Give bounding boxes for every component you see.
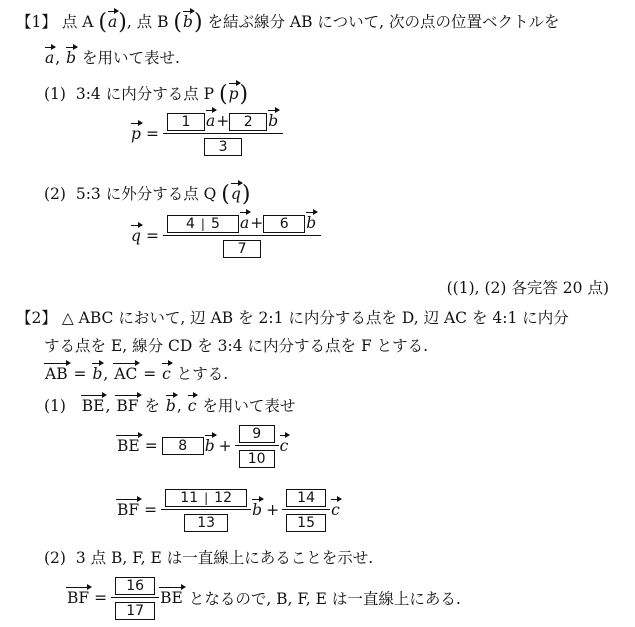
comma: , bbox=[176, 397, 182, 415]
q1-line1 bbox=[16, 8, 559, 33]
q2-BE-equation bbox=[116, 424, 289, 468]
answer-box-9[interactable]: 9 bbox=[239, 425, 275, 443]
answer-box-13[interactable]: 13 bbox=[184, 514, 228, 532]
plus-sign: + bbox=[218, 437, 232, 455]
paren-open: ( bbox=[219, 82, 228, 107]
q2-part2-equation bbox=[66, 576, 461, 620]
vector-BE: BE bbox=[160, 589, 183, 607]
q1-text-b: , 点 B bbox=[126, 13, 169, 31]
answer-box-15[interactable]: 15 bbox=[286, 514, 326, 532]
paren-open: ( bbox=[173, 10, 183, 35]
vector-b: b bbox=[252, 501, 263, 519]
answer-box-4-5[interactable] bbox=[167, 215, 239, 233]
answer-box-8[interactable]: 8 bbox=[162, 437, 204, 455]
plus-sign: + bbox=[266, 501, 280, 519]
equals-sign: = bbox=[145, 227, 159, 245]
fraction bbox=[282, 488, 330, 532]
answer-box-12[interactable]: 12 bbox=[214, 490, 232, 506]
q1-line2-rest: を用いて表せ. bbox=[82, 49, 180, 67]
vector-p: p bbox=[228, 85, 239, 103]
q2-part1-rest: を用いて表せ bbox=[202, 397, 296, 415]
q2-part1-wo: を bbox=[144, 397, 160, 415]
fraction: $\frac{4 | 5 a+ 6 b}{7}$ bbox=[163, 214, 321, 258]
q1-part2-heading bbox=[44, 180, 250, 205]
box-separator: | bbox=[204, 491, 209, 505]
q1-text-c: を結ぶ線分 AB について, 次の点の位置ベクトルを bbox=[207, 13, 560, 31]
fraction bbox=[111, 576, 159, 620]
answer-box-16[interactable]: 16 bbox=[115, 577, 155, 595]
q2-BF-equation bbox=[116, 488, 341, 532]
vector-b: b bbox=[268, 112, 279, 130]
comma: , bbox=[55, 49, 61, 67]
answer-box-7[interactable]: 7 bbox=[223, 240, 261, 258]
answer-box-6[interactable]: 6 bbox=[263, 215, 305, 233]
vector-AC: AC bbox=[114, 365, 138, 383]
answer-box-4[interactable]: 4 bbox=[185, 216, 195, 232]
equals-sign: = bbox=[94, 589, 108, 607]
answer-box-1[interactable]: 1 bbox=[167, 113, 205, 131]
paren-close: ) bbox=[193, 10, 203, 35]
q2-part1-heading bbox=[44, 394, 295, 416]
vector-BF: BF bbox=[116, 397, 139, 415]
vector-b: b bbox=[306, 214, 317, 232]
q1-part2-equation bbox=[130, 214, 321, 258]
q1-text-a: 点 A bbox=[61, 13, 94, 31]
q2-line3-rest: とする. bbox=[176, 365, 229, 383]
vector-a: a bbox=[45, 49, 55, 67]
q2-line3: AB = b, AC = c とする. bbox=[45, 365, 229, 383]
vector-c: c bbox=[331, 501, 340, 519]
q1-line2 bbox=[44, 46, 180, 68]
fraction: $\frac{1 a+ 2 b}{3}$ bbox=[163, 112, 283, 156]
q2-label: 【2】 bbox=[16, 309, 57, 327]
paren-close: ) bbox=[118, 10, 127, 35]
vector-BE: BE bbox=[117, 437, 140, 455]
paren-close: ) bbox=[241, 182, 251, 207]
box-separator: | bbox=[200, 217, 205, 231]
vector-p: p bbox=[131, 125, 141, 143]
vector-b: b bbox=[92, 365, 103, 383]
q2-line1 bbox=[16, 306, 569, 328]
q2-part2-text: 3 点 B, F, E は一直線上にあることを示せ. bbox=[75, 549, 374, 567]
q1-part1-text: 3:4 に内分する点 P bbox=[75, 85, 215, 103]
q2-line2: する点を E, 線分 CD を 3:4 に内分する点を F とする. bbox=[44, 337, 429, 355]
answer-box-17[interactable]: 17 bbox=[115, 602, 155, 620]
comma: , bbox=[103, 365, 109, 383]
vector-c: c bbox=[187, 397, 197, 415]
vector-b: b bbox=[204, 437, 215, 455]
answer-box-10[interactable]: 10 bbox=[239, 450, 275, 468]
vector-AB: AB bbox=[45, 365, 68, 383]
vector-c: c bbox=[279, 437, 289, 455]
vector-q: q bbox=[131, 227, 141, 245]
equals-sign: = bbox=[144, 501, 158, 519]
vector-a: a bbox=[205, 112, 216, 130]
answer-box-2[interactable]: 2 bbox=[229, 113, 267, 131]
vector-a: a bbox=[107, 13, 118, 31]
vector-b: b bbox=[165, 397, 176, 415]
equals-sign: = bbox=[145, 125, 159, 143]
q2-text-1: △ ABC において, 辺 AB を 2:1 に内分する点を D, 辺 AC を 4:1 に内分 bbox=[61, 309, 569, 327]
comma: , bbox=[105, 397, 111, 415]
vector-b: b bbox=[183, 13, 193, 31]
vector-BF: BF bbox=[117, 501, 140, 519]
q1-part1-heading bbox=[44, 80, 248, 105]
equals-sign: = bbox=[144, 437, 158, 455]
fraction bbox=[161, 488, 251, 532]
vector-BF: BF bbox=[67, 589, 90, 607]
vector-BE: BE bbox=[81, 397, 105, 415]
answer-box-5[interactable]: 5 bbox=[210, 216, 220, 232]
paren-close: ) bbox=[239, 82, 249, 107]
q1-points: ((1), (2) 各完答 20 点) bbox=[446, 279, 609, 297]
part-label: (1) bbox=[44, 397, 66, 415]
q2-part2-conclusion: となるので, B, F, E は一直線上にある. bbox=[188, 590, 461, 608]
answer-box-14[interactable]: 14 bbox=[286, 489, 326, 507]
q1-label: 【1】 bbox=[16, 13, 57, 31]
q2-part2-heading bbox=[44, 546, 373, 568]
q1-part2-text: 5:3 に外分する点 Q bbox=[75, 185, 217, 203]
part-label: (2) bbox=[44, 549, 66, 567]
vector-b: b bbox=[66, 49, 77, 67]
q1-part1-equation bbox=[130, 112, 283, 156]
part-label: (1) bbox=[44, 85, 66, 103]
answer-box-3[interactable]: 3 bbox=[204, 138, 242, 156]
answer-box-11[interactable]: 11 bbox=[180, 490, 199, 506]
answer-box-11-12[interactable] bbox=[165, 489, 247, 507]
vector-q: q bbox=[230, 185, 241, 203]
part-label: (2) bbox=[44, 185, 66, 203]
vector-a: a bbox=[239, 214, 250, 232]
fraction bbox=[235, 424, 279, 468]
paren-open: ( bbox=[98, 10, 107, 35]
paren-open: ( bbox=[221, 182, 230, 207]
vector-c: c bbox=[162, 365, 171, 383]
